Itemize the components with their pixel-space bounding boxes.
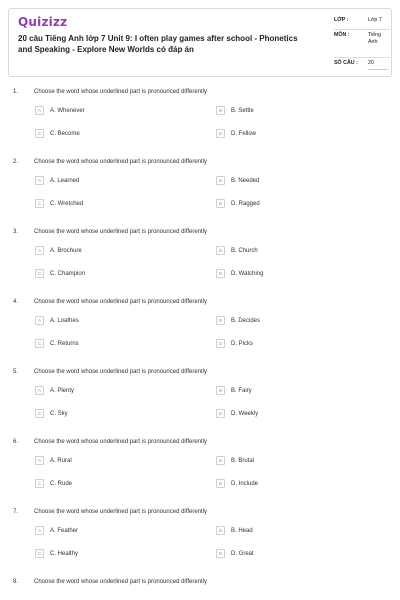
answer-option-a[interactable] xyxy=(35,246,82,255)
option-letter-box: C xyxy=(35,129,44,138)
option-label: D. Picks xyxy=(231,340,254,347)
question-item xyxy=(0,439,400,509)
question-text: Choose the word whose underlined part is pronounced differently xyxy=(34,509,207,515)
option-letter-box: D xyxy=(216,339,225,348)
option-letter-box: A xyxy=(35,176,44,185)
option-letter-box: B xyxy=(216,386,225,395)
option-letter-box: C xyxy=(35,409,44,418)
question-item xyxy=(0,509,400,579)
answer-option-c[interactable] xyxy=(35,479,72,488)
option-label: D. Ragged xyxy=(231,200,260,207)
worksheet-title: 20 câu Tiếng Anh lớp 7 Unit 9: I often play games after school - Phonetics and Speaking - Explore New Worlds có đáp án xyxy=(18,34,298,54)
answer-option-d[interactable] xyxy=(216,129,256,138)
option-letter-box: C xyxy=(35,199,44,208)
option-label: C. Rude xyxy=(50,480,73,487)
count-value: 20 xyxy=(368,60,388,70)
question-text: Choose the word whose underlined part is pronounced differently xyxy=(34,229,207,235)
option-label: B. Head xyxy=(231,527,253,534)
question-text: Choose the word whose underlined part is pronounced differently xyxy=(34,369,207,375)
answer-option-a[interactable] xyxy=(35,316,79,325)
option-label: C. Wretched xyxy=(50,200,84,207)
answer-option-c[interactable] xyxy=(35,549,78,558)
answer-option-c[interactable] xyxy=(35,339,79,348)
option-letter-box: B xyxy=(216,456,225,465)
option-letter-box: A xyxy=(35,386,44,395)
option-label: B. Brutal xyxy=(231,457,255,464)
answer-option-c[interactable] xyxy=(35,129,80,138)
question-text: Choose the word whose underlined part is pronounced differently xyxy=(34,439,207,445)
option-label: A. Rural xyxy=(50,457,72,464)
option-letter-box: D xyxy=(216,479,225,488)
option-letter-box: A xyxy=(35,316,44,325)
answer-option-c[interactable] xyxy=(35,409,68,418)
option-label: B. Church xyxy=(231,247,258,254)
option-letter-box: A xyxy=(35,246,44,255)
question-text: Choose the word whose underlined part is pronounced differently xyxy=(34,159,207,165)
question-item xyxy=(0,89,400,159)
option-label: D. Include xyxy=(231,480,259,487)
option-letter-box: D xyxy=(216,409,225,418)
option-label: B. Decides xyxy=(231,317,261,324)
question-number: 8. xyxy=(13,579,19,585)
meta-divider xyxy=(334,29,390,30)
option-letter-box: B xyxy=(216,316,225,325)
question-number: 4. xyxy=(13,299,19,305)
option-label: C. Healthy xyxy=(50,550,79,557)
question-item xyxy=(0,369,400,439)
option-label: D. Great xyxy=(231,550,254,557)
answer-option-d[interactable] xyxy=(216,199,260,208)
answer-option-a[interactable] xyxy=(35,176,79,185)
option-letter-box: C xyxy=(35,549,44,558)
option-label: C. Champion xyxy=(50,270,86,277)
option-label: D. Fellow xyxy=(231,130,257,137)
question-item xyxy=(0,299,400,369)
answer-option-a[interactable] xyxy=(35,386,74,395)
answer-option-d[interactable] xyxy=(216,479,258,488)
question-item xyxy=(0,159,400,229)
worksheet-header xyxy=(8,8,392,77)
option-letter-box: C xyxy=(35,479,44,488)
option-label: D. Weekly xyxy=(231,410,259,417)
answer-option-b[interactable] xyxy=(216,386,252,395)
option-label: C. Sky xyxy=(50,410,68,417)
answer-option-a[interactable] xyxy=(35,526,78,535)
option-label: A. Plenty xyxy=(50,387,75,394)
answer-option-c[interactable] xyxy=(35,199,83,208)
option-label: B. Needed xyxy=(231,177,260,184)
subject-row xyxy=(334,32,390,56)
option-label: A. Feather xyxy=(50,527,79,534)
question-text: Choose the word whose underlined part is pronounced differently xyxy=(34,299,207,305)
answer-option-a[interactable] xyxy=(35,106,85,115)
option-letter-box: D xyxy=(216,269,225,278)
option-letter-box: A xyxy=(35,456,44,465)
answer-option-b[interactable] xyxy=(216,316,260,325)
option-letter-box: C xyxy=(35,339,44,348)
option-label: B. Settle xyxy=(231,107,254,114)
count-label: SỐ CÂU : xyxy=(334,60,358,66)
option-label: B. Fairy xyxy=(231,387,252,394)
question-number: 5. xyxy=(13,369,19,375)
subject-label: MÔN : xyxy=(334,32,350,38)
question-number: 1. xyxy=(13,89,19,95)
question-item xyxy=(0,579,400,600)
answer-option-d[interactable] xyxy=(216,409,258,418)
option-letter-box: B xyxy=(216,526,225,535)
answer-option-a[interactable] xyxy=(35,456,72,465)
quizizz-logo[interactable]: Quizizz xyxy=(18,15,68,29)
option-label: A. Loathes xyxy=(50,317,79,324)
option-label: D. Watching xyxy=(231,270,264,277)
answer-option-d[interactable] xyxy=(216,339,253,348)
grade-value: Lớp 7 xyxy=(368,17,382,23)
answer-option-b[interactable] xyxy=(216,526,253,535)
question-number: 3. xyxy=(13,229,19,235)
option-letter-box: A xyxy=(35,526,44,535)
meta-divider xyxy=(334,57,390,58)
answer-option-b[interactable] xyxy=(216,176,259,185)
answer-option-c[interactable] xyxy=(35,269,85,278)
option-letter-box: D xyxy=(216,199,225,208)
question-text: Choose the word whose underlined part is pronounced differently xyxy=(34,89,207,95)
subject-value: Tiếng Anh xyxy=(368,32,382,45)
question-text: Choose the word whose underlined part is pronounced differently xyxy=(34,579,207,585)
count-row xyxy=(334,60,390,72)
grade-row xyxy=(334,17,390,28)
answer-option-d[interactable] xyxy=(216,549,254,558)
answer-option-d[interactable] xyxy=(216,269,263,278)
option-letter-box: B xyxy=(216,176,225,185)
worksheet-meta xyxy=(334,17,390,72)
option-label: A. Learned xyxy=(50,177,80,184)
answer-option-b[interactable] xyxy=(216,246,258,255)
answer-option-b[interactable] xyxy=(216,456,254,465)
option-letter-box: B xyxy=(216,106,225,115)
question-number: 2. xyxy=(13,159,19,165)
question-item xyxy=(0,229,400,299)
option-letter-box: D xyxy=(216,129,225,138)
option-letter-box: D xyxy=(216,549,225,558)
option-letter-box: B xyxy=(216,246,225,255)
option-letter-box: C xyxy=(35,269,44,278)
option-label: C. Returns xyxy=(50,340,79,347)
question-number: 6. xyxy=(13,439,19,445)
option-label: A. Brochure xyxy=(50,247,82,254)
grade-label: LỚP : xyxy=(334,17,349,23)
option-letter-box: A xyxy=(35,106,44,115)
answer-option-b[interactable] xyxy=(216,106,254,115)
option-label: C. Become xyxy=(50,130,80,137)
question-number: 7. xyxy=(13,509,19,515)
option-label: A. Whenever xyxy=(50,107,85,114)
